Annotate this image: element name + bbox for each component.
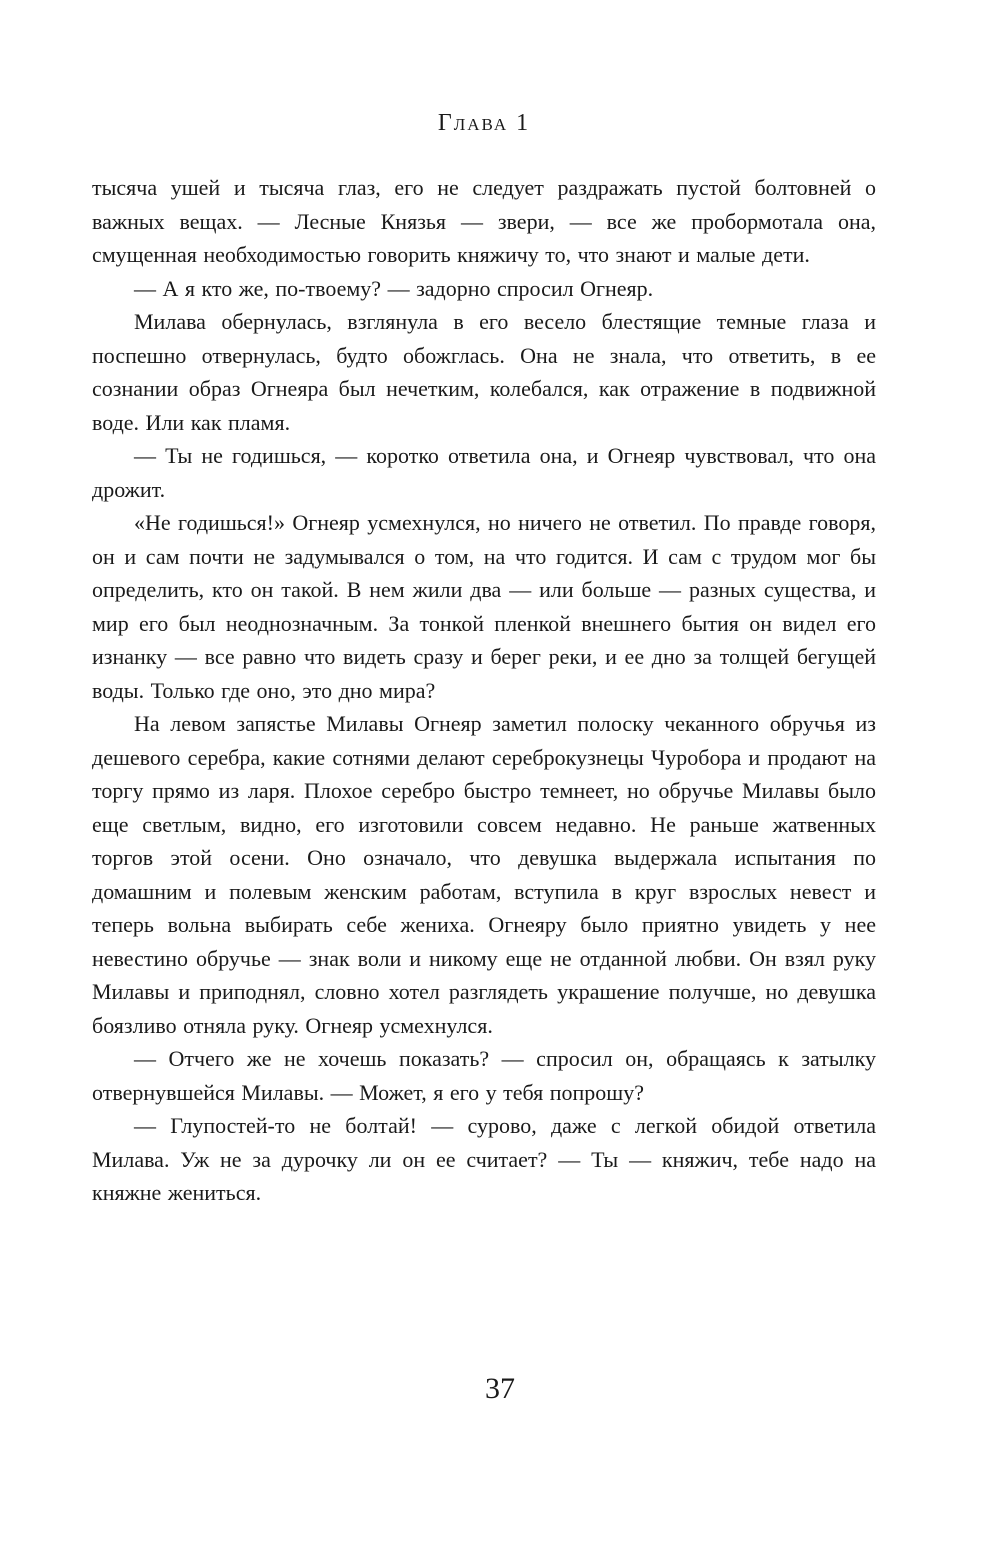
body-text [92, 171, 876, 1210]
text-block [92, 110, 876, 1210]
chapter-header: Глава 1 [437, 110, 531, 136]
paragraph-4: — Ты не годишься, — коротко ответила она, и Огнеяр чувствовал, что она дрожит. [92, 443, 876, 502]
paragraph-2: — А я кто же, по-твоему? — задорно спросил Огнеяр. [134, 275, 654, 301]
paragraph-6: На левом запястье Милавы Огнеяр заметил полоску чеканного обручья из дешевого серебра, какие сотнями делают сереброкузнецы Чуробора и продают на торгу прямо из ларя. Плохое серебро быстро темнеет, но обручье Милавы было еще светлым, видно, его изготовили совсем недавно. Не раньше жатвенных торгов этой осени. Оно означало, что девушка выдержала испытания по домашним и полевым женским работам, вступила в круг взрослых невест и теперь вольна выбирать себе жениха. Огнеяру было приятно увидеть у нее невестино обручье — знак воли и никому еще не отданной любви. Он взял руку Милавы и приподнял, словно хотел разглядеть украшение получше, но девушка боязливо отняла руку. Огнеяр усмехнулся. [92, 711, 876, 1038]
paragraph-3: Милава обернулась, взглянула в его весело блестящие темные глаза и поспешно отвернулась, будто обожглась. Она не знала, что ответить, в ее сознании образ Огнеяра был нечетким, колебался, как отражение в подвижной воде. Или как пламя. [92, 309, 876, 435]
paragraph-1: тысяча ушей и тысяча глаз, его не следует раздражать пустой болтовней о важных вещах. — Лесные Князья — звери, — все же пробормотала она, смущенная необходимостью говорить княжичу то, что знают и малые дети. [92, 175, 876, 267]
paragraph-5: «Не годишься!» Огнеяр усмехнулся, но ничего не ответил. По правде говоря, он и сам почти не задумывался о том, на что годится. И сам с трудом мог бы определить, кто он такой. В нем жили два — или больше — разных существа, и мир его был неоднозначным. За тонкой пленкой внешнего бытия он видел его изнанку — все равно что видеть сразу и берег реки, и ее дно за толщей бегущей воды. Только где оно, это дно мира? [92, 510, 876, 703]
page-number: 37 [485, 1372, 515, 1405]
paragraph-8: — Глупостей-то не болтай! — сурово, даже с легкой обидой ответила Милава. Уж не за дурочку ли он ее считает? — Ты — княжич, тебе надо на княжне жениться. [92, 1113, 876, 1205]
paragraph-7: — Отчего же не хочешь показать? — спросил он, обращаясь к затылку отвернувшейся Милавы. — Может, я его у тебя попрошу? [92, 1046, 876, 1105]
